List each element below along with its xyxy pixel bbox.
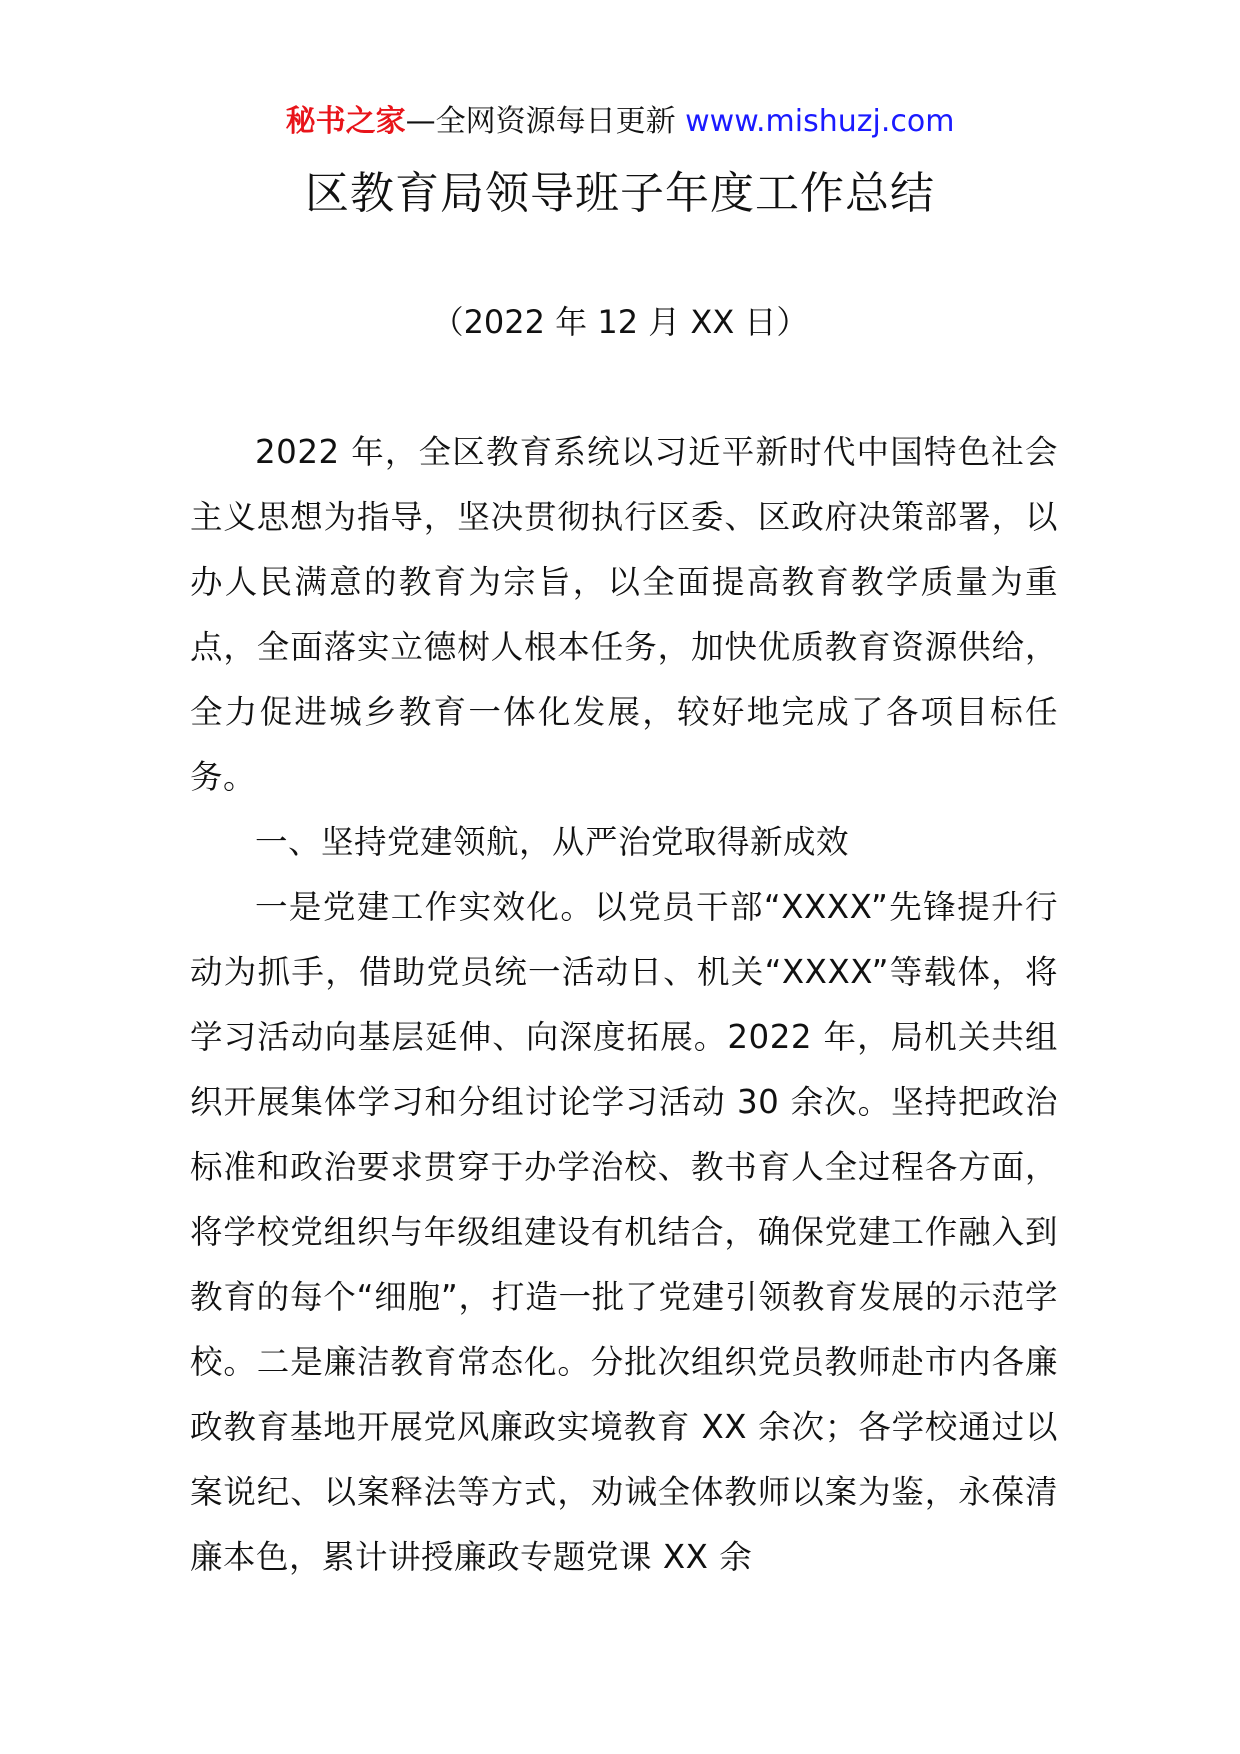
document-title: 区教育局领导班子年度工作总结 bbox=[305, 168, 935, 219]
header-slogan: —全网资源每日更新 bbox=[405, 104, 676, 139]
site-url-link[interactable]: www.mishuzj.com bbox=[685, 104, 955, 139]
brand-name: 秘书之家 bbox=[285, 104, 406, 139]
section-paragraph: 一是党建工作实效化。以党员干部“XXXX”先锋提升行动为抓手，借助党员统一活动日、机关“XXXX”等载体，将学习活动向基层延伸、向深度拓展。2022 年，局机关共组织开展集体学习和分组讨论学习活动 30 余次。坚持把政治标准和政治要求贯穿于办学治校、教书育人全过程各方面，将学校党组织与年级组建设有机结合，确保党建工作融入到教育的每个“细胞”，打造一批了党建引领教育发展的示范学校。二是廉洁教育常态化。分批次组织党员教师赴市内各廉政教育基地开展党风廉政实境教育 XX 余次；各学校通过以案说纪、以案释法等方式，劝诫全体教师以案为鉴，永葆清廉本色，累计讲授廉政专题党课 XX 余 bbox=[190, 888, 1058, 1576]
intro-paragraph: 2022 年，全区教育系统以习近平新时代中国特色社会主义思想为指导，坚决贯彻执行区委、区政府决策部署，以办人民满意的教育为宗旨，以全面提高教育教学质量为重点，全面落实立德树人根本任务，加快优质教育资源供给，全力促进城乡教育一体化发展，较好地完成了各项目标任务。 bbox=[190, 433, 1058, 796]
document-date: （2022 年 12 月 XX 日） bbox=[431, 303, 809, 341]
section-heading: 一、坚持党建领航，从严治党取得新成效 bbox=[255, 823, 850, 861]
document-body bbox=[190, 420, 1058, 1590]
site-header bbox=[0, 100, 1240, 144]
